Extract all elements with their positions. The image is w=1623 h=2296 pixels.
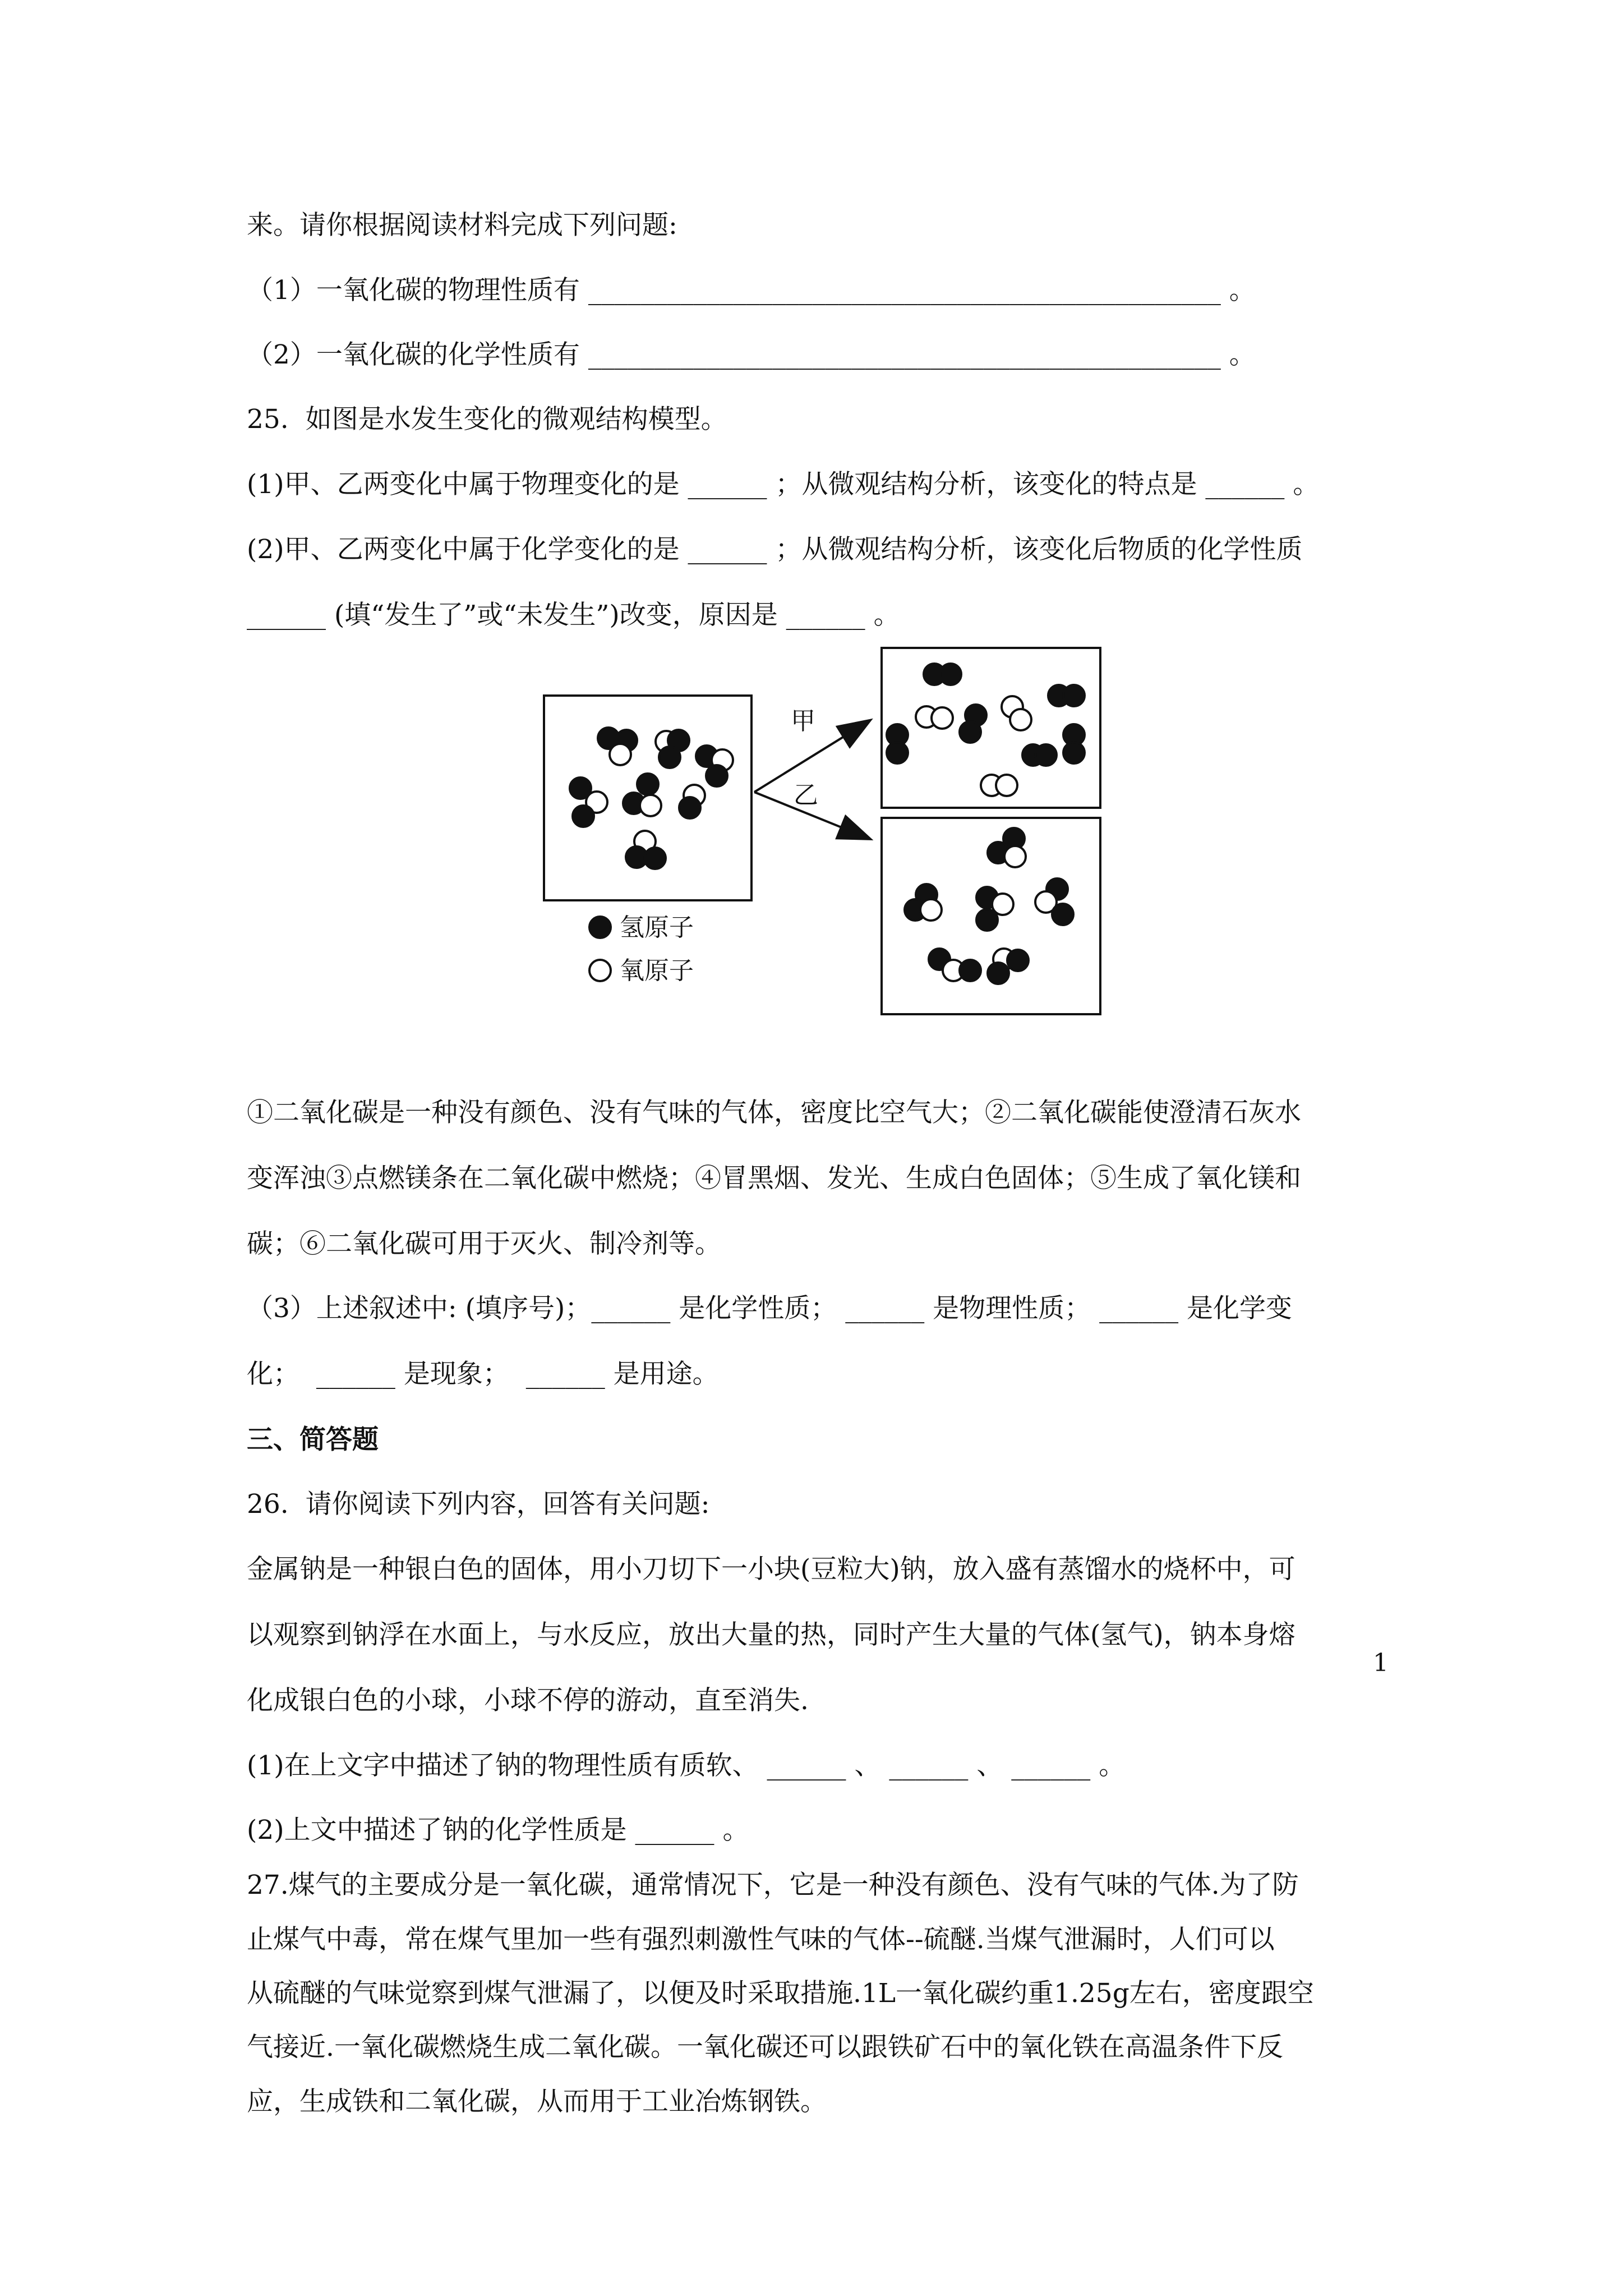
initial-molecules: [570, 728, 733, 869]
question-26-1: (1)在上文字中描述了钠的物理性质有质软、 ______ 、 ______ 、 ______ 。: [247, 1750, 1126, 1781]
oxygen-legend-label: 氧原子: [620, 956, 694, 985]
bottom-right-molecules: [905, 828, 1073, 984]
oxygen-legend-dot: [589, 960, 611, 981]
sodium-para-3: 化成银白色的小球，小球不停的游动，直至消失.: [247, 1685, 809, 1716]
water-molecule-figure: [538, 645, 1105, 1021]
co2-statement-2: 变浑浊③点燃镁条在二氧化碳中燃烧；④冒黑烟、发光、生成白色固体；⑤生成了氧化镁和: [247, 1163, 1301, 1194]
co2-statement-1: ①二氧化碳是一种没有颜色、没有气味的气体，密度比空气大；②二氧化碳能使澄清石灰水: [247, 1097, 1301, 1128]
question-27-para-1: 27.煤气的主要成分是一氧化碳，通常情况下，它是一种没有颜色、没有气味的气体.为了防: [247, 1870, 1299, 1901]
question-25-2b: ______ (填“发生了”或“未发生”)改变，原因是 ______ 。: [247, 600, 900, 631]
question-25-1: (1)甲、乙两变化中属于物理变化的是 ______ ；从微观结构分析，该变化的特点是 ______ 。: [247, 469, 1320, 500]
top-right-molecules: [887, 664, 1085, 796]
question-27-para-2: 止煤气中毒，常在煤气里加一些有强烈刺激性气味的气体--硫醚.当煤气泄漏时，人们可以: [247, 1924, 1275, 1955]
section-heading: 三、简答题: [247, 1424, 379, 1455]
question-25-title: 25. 如图是水发生变化的微观结构模型。: [247, 404, 727, 435]
question-26-title: 26. 请你阅读下列内容，回答有关问题:: [247, 1489, 710, 1520]
question-24-1: （1）一氧化碳的物理性质有 ________________________________________________ 。: [247, 275, 1256, 306]
question-25-2a: (2)甲、乙两变化中属于化学变化的是 ______ ；从微观结构分析，该变化后物质的化学性质: [247, 534, 1303, 565]
arrow-label-top: 甲: [791, 707, 815, 735]
question-24-2: （2）一氧化碳的化学性质有 ________________________________________________ 。: [247, 339, 1256, 370]
question-26-2: (2)上文中描述了钠的化学性质是 ______ 。: [247, 1815, 749, 1846]
co2-statement-3: 碳；⑥二氧化碳可用于灭火、制冷剂等。: [247, 1228, 721, 1259]
hydrogen-legend-label: 氢原子: [620, 913, 694, 942]
sodium-para-2: 以观察到钠浮在水面上，与水反应，放出大量的热，同时产生大量的气体(氢气)，钠本身熔: [247, 1619, 1295, 1650]
text-line-1: 来。请你根据阅读材料完成下列问题:: [247, 210, 677, 241]
page-number: 1: [1373, 1649, 1389, 1677]
question-3b: 化； ______ 是现象； ______ 是用途。: [247, 1359, 719, 1389]
question-27-para-3: 从硫醚的气味觉察到煤气泄漏了，以便及时采取措施.1L一氧化碳约重1.25g左右，密度跟空: [247, 1978, 1314, 2009]
question-3a: （3）上述叙述中: (填序号)；______ 是化学性质； ______ 是物理性质； ______ 是化学变: [247, 1293, 1293, 1324]
sodium-para-1: 金属钠是一种银白色的固体，用小刀切下一小块(豆粒大)钠，放入盛有蒸馏水的烧杯中，可: [247, 1554, 1295, 1585]
question-27-para-5: 应，生成铁和二氧化碳，从而用于工业冶炼钢铁。: [247, 2086, 827, 2117]
arrow-label-bottom: 乙: [794, 781, 818, 809]
hydrogen-legend-dot: [589, 917, 611, 938]
question-27-para-4: 气接近.一氧化碳燃烧生成二氧化碳。一氧化碳还可以跟铁矿石中的氧化铁在高温条件下反: [247, 2032, 1283, 2063]
